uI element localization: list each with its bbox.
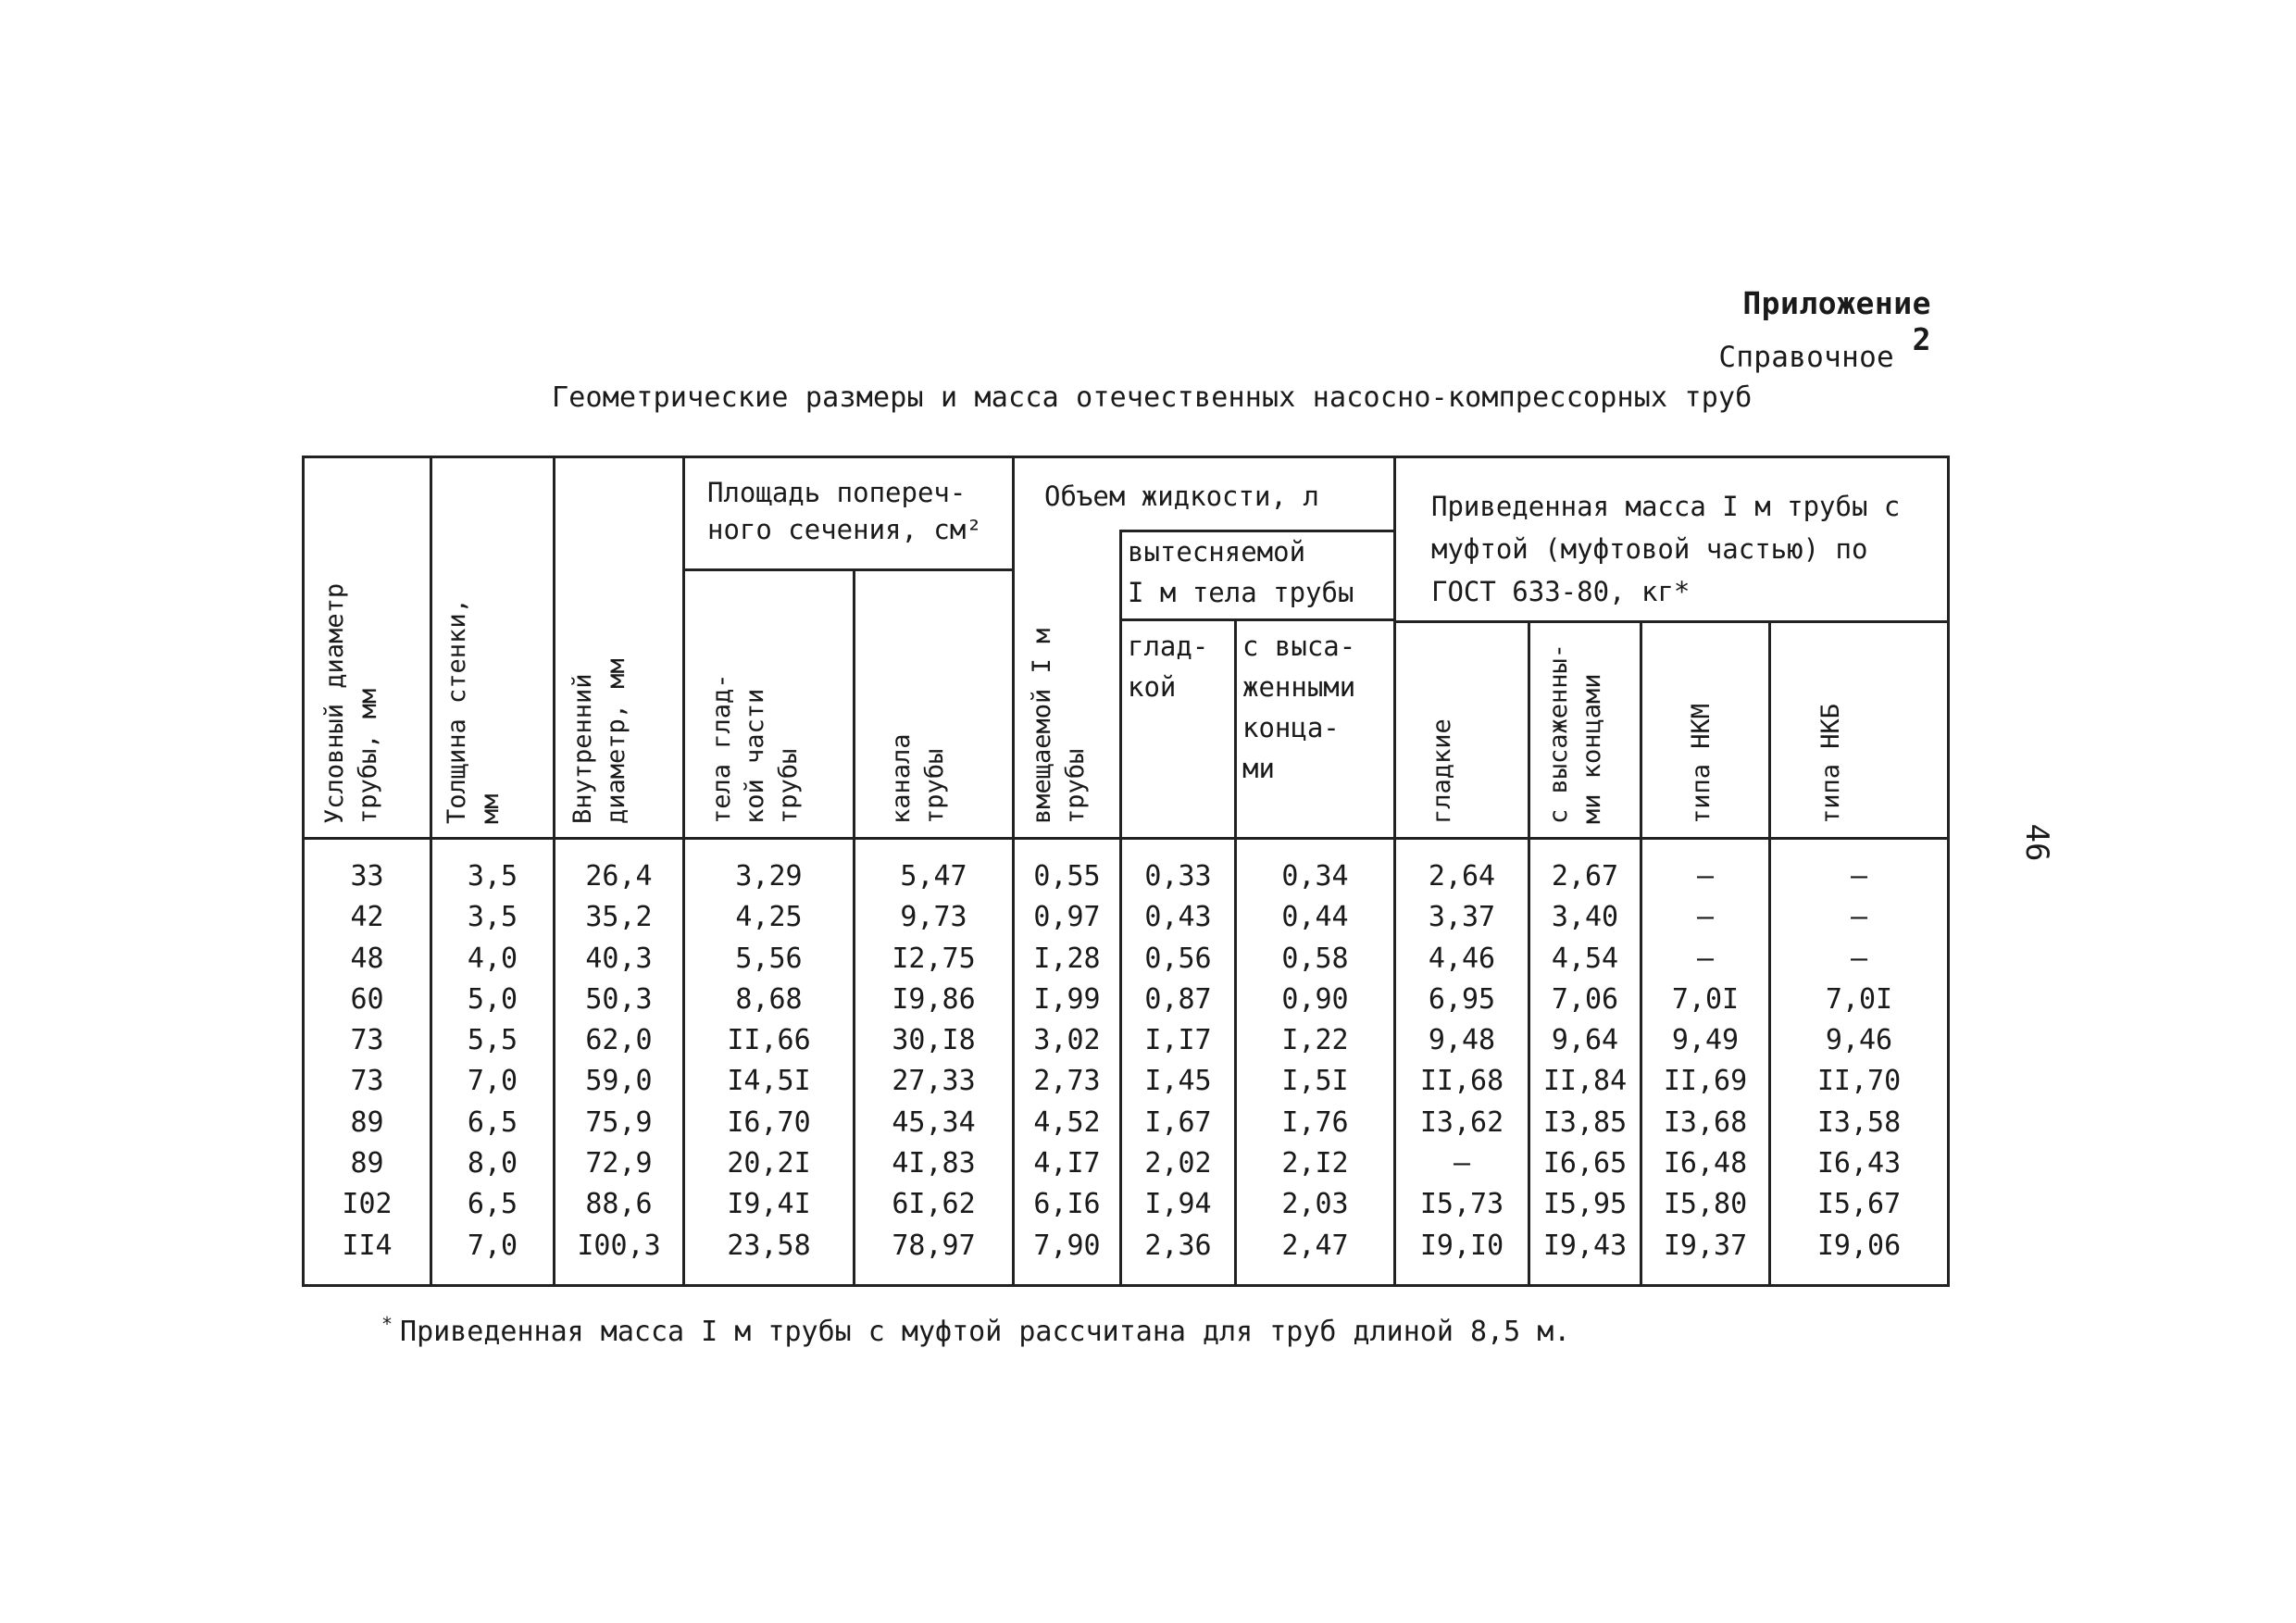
table-cell: I6,65	[1542, 1147, 1628, 1180]
table-cell: 7,0	[467, 1229, 518, 1262]
header-displaced-group: вытесняемой I м тела трубы	[1128, 536, 1354, 608]
table-cell: –	[1850, 901, 1868, 934]
col-inner-diameter	[555, 856, 682, 1267]
table-cell: I,94	[1144, 1188, 1212, 1221]
table-cell: I3,62	[1419, 1105, 1504, 1139]
table-cell: I,99	[1033, 982, 1101, 1016]
table-cell: I,22	[1281, 1024, 1349, 1057]
table-cell: 45,34	[892, 1105, 976, 1139]
header-rule	[682, 568, 1012, 571]
header-mass-upset: с высаженны- ми концами	[1544, 643, 1606, 824]
table-cell: 0,58	[1281, 942, 1349, 975]
header-cross-section-group: Площадь попереч- ного сечения, см²	[707, 477, 982, 545]
table-cell: I00,3	[577, 1229, 661, 1262]
table-cell: 2,03	[1281, 1188, 1349, 1221]
table-cell: –	[1696, 860, 1715, 893]
table-cell: I2,75	[892, 942, 976, 975]
table-cell: 4,52	[1033, 1105, 1101, 1139]
table-cell: 72,9	[585, 1147, 653, 1180]
table-cell: 50,3	[585, 982, 653, 1016]
table-cell: II,66	[727, 1024, 811, 1057]
table-cell: 2,02	[1144, 1147, 1212, 1180]
table-cell: 9,48	[1428, 1024, 1496, 1057]
col-displaced-smooth	[1122, 856, 1234, 1267]
table-cell: 89	[350, 1147, 384, 1180]
table-cell: I,76	[1281, 1105, 1349, 1139]
col-mass-nkm	[1642, 856, 1768, 1267]
table-cell: I6,70	[727, 1105, 811, 1139]
footnote: * Приведенная масса I м трубы с муфтой рассчитана для труб длиной 8,5 м.	[381, 1313, 1571, 1348]
table-cell: 0,90	[1281, 982, 1349, 1016]
header-nominal-diameter: Условный диаметр трубы, мм	[320, 582, 382, 824]
col-body-smooth	[685, 856, 853, 1267]
table-cell: 2,67	[1551, 860, 1619, 893]
table-cell: 0,43	[1144, 901, 1212, 934]
table-cell: 7,06	[1551, 982, 1619, 1016]
col-nominal-diameter	[305, 856, 430, 1267]
table-cell: I6,43	[1816, 1147, 1902, 1180]
header-rule	[302, 837, 1950, 840]
table-cell: I3,85	[1542, 1105, 1628, 1139]
table-cell: 30,I8	[892, 1024, 976, 1057]
table-cell: 0,34	[1281, 860, 1349, 893]
table-cell: 3,5	[467, 860, 518, 893]
table-cell: 4,54	[1551, 942, 1619, 975]
header-displaced-upset: с выса- женными конца- ми	[1242, 630, 1356, 784]
table-cell: 7,90	[1033, 1229, 1101, 1262]
annex-label: Приложение 2	[1742, 285, 1931, 357]
table-cell: 0,56	[1144, 942, 1212, 975]
table-cell: 59,0	[585, 1065, 653, 1098]
table-cell: 3,02	[1033, 1024, 1101, 1057]
table-cell: 4I,83	[892, 1147, 976, 1180]
table-cell: I4,5I	[727, 1065, 811, 1098]
table-cell: 4,0	[467, 942, 518, 975]
col-mass-nkb	[1771, 856, 1947, 1267]
table-cell: I,I7	[1144, 1024, 1212, 1057]
table-cell: 26,4	[585, 860, 653, 893]
table-cell: 2,I2	[1281, 1147, 1349, 1180]
table-cell: 6,5	[467, 1105, 518, 1139]
table-cell: 6,5	[467, 1188, 518, 1221]
header-mass-group: Приведенная масса I м трубы с муфтой (муфтовой частью) по ГОСТ 633-80, кг*	[1431, 491, 1901, 607]
table-cell: 9,73	[900, 901, 967, 934]
reference-label: Справочное	[1718, 341, 1894, 374]
table-cell: 5,56	[735, 942, 803, 975]
header-contained: вмещаемой I м трубы	[1028, 628, 1090, 824]
table-cell: 8,68	[735, 982, 803, 1016]
table-cell: 73	[350, 1065, 384, 1098]
table-cell: 3,37	[1428, 901, 1496, 934]
table-cell: 48	[350, 942, 384, 975]
table-cell: 2,47	[1281, 1229, 1349, 1262]
table-cell: I6,48	[1663, 1147, 1748, 1180]
header-rule	[1393, 620, 1950, 623]
header-volume-group: Объем жидкости, л	[1044, 481, 1319, 512]
table-cell: I9,37	[1663, 1229, 1748, 1262]
table-cell: I9,I0	[1419, 1229, 1504, 1262]
table-cell: –	[1696, 942, 1715, 975]
table-cell: II4	[342, 1229, 393, 1262]
table-cell: 8,0	[467, 1147, 518, 1180]
table-cell: 2,36	[1144, 1229, 1212, 1262]
table-cell: 78,97	[892, 1229, 976, 1262]
col-wall-thickness	[432, 856, 553, 1267]
table-cell: II,70	[1816, 1065, 1902, 1098]
table-cell: 3,40	[1551, 901, 1619, 934]
table-cell: 0,33	[1144, 860, 1212, 893]
table-cell: 9,46	[1825, 1024, 1893, 1057]
header-inner-diameter: Внутренний диаметр, мм	[568, 658, 630, 824]
table-cell: I9,06	[1816, 1229, 1902, 1262]
table-cell: 5,5	[467, 1024, 518, 1057]
table-title: Геометрические размеры и масса отечественных насосно-компрессорных труб	[552, 381, 1753, 414]
col-displaced-upset	[1237, 856, 1393, 1267]
header-mass-smooth: гладкие	[1428, 718, 1456, 824]
table-cell: –	[1850, 942, 1868, 975]
table-cell: 0,44	[1281, 901, 1349, 934]
table-cell: 2,64	[1428, 860, 1496, 893]
header-rule	[1119, 618, 1393, 621]
table-cell: 4,25	[735, 901, 803, 934]
table-cell: 3,5	[467, 901, 518, 934]
table-cell: I9,43	[1542, 1229, 1628, 1262]
table-cell: –	[1850, 860, 1868, 893]
table-cell: 7,0	[467, 1065, 518, 1098]
table-cell: 33	[350, 860, 384, 893]
table-cell: 62,0	[585, 1024, 653, 1057]
table-cell: 4,I7	[1033, 1147, 1101, 1180]
table-cell: 3,29	[735, 860, 803, 893]
header-body-smooth: тела глад- кой части трубы	[707, 673, 803, 824]
header-wall-thickness: Толщина стенки, мм	[443, 598, 505, 824]
table-cell: 20,2I	[727, 1147, 811, 1180]
table-cell: I,28	[1033, 942, 1101, 975]
table-cell: 6,95	[1428, 982, 1496, 1016]
header-channel: канала трубы	[887, 733, 949, 824]
table-cell: 35,2	[585, 901, 653, 934]
table-cell: –	[1453, 1147, 1471, 1180]
table-cell: 0,97	[1033, 901, 1101, 934]
table-cell: I,67	[1144, 1105, 1212, 1139]
table-cell: I3,58	[1816, 1105, 1902, 1139]
header-mass-nkm: типа НКМ	[1687, 703, 1716, 824]
table-cell: 60	[350, 982, 384, 1016]
table-cell: II,69	[1663, 1065, 1748, 1098]
table-cell: 0,55	[1033, 860, 1101, 893]
table-cell: 6,I6	[1033, 1188, 1101, 1221]
table-cell: 27,33	[892, 1065, 976, 1098]
header-displaced-smooth: глад- кой	[1128, 630, 1209, 703]
table-cell: 23,58	[727, 1229, 811, 1262]
table-cell: 7,0I	[1671, 982, 1740, 1016]
header-mass-nkb: типа НКБ	[1816, 703, 1845, 824]
table-cell: 5,0	[467, 982, 518, 1016]
table-cell: 7,0I	[1825, 982, 1893, 1016]
table-cell: 88,6	[585, 1188, 653, 1221]
table-cell: I,45	[1144, 1065, 1212, 1098]
table-cell: 6I,62	[892, 1188, 976, 1221]
table-cell: 4,46	[1428, 942, 1496, 975]
table-cell: 9,49	[1671, 1024, 1740, 1057]
page-number: 46	[2018, 823, 2055, 862]
col-channel	[855, 856, 1012, 1267]
table-cell: 75,9	[585, 1105, 653, 1139]
table-cell: II,84	[1542, 1065, 1628, 1098]
table-cell: 2,73	[1033, 1065, 1101, 1098]
table-cell: I3,68	[1663, 1105, 1748, 1139]
table-cell: I5,95	[1542, 1188, 1628, 1221]
col-contained	[1015, 856, 1119, 1267]
col-mass-smooth	[1396, 856, 1528, 1267]
table-cell: 0,87	[1144, 982, 1212, 1016]
table-cell: –	[1696, 901, 1715, 934]
table-cell: 42	[350, 901, 384, 934]
table-cell: II,68	[1419, 1065, 1504, 1098]
table-cell: I02	[342, 1188, 393, 1221]
col-mass-upset	[1530, 856, 1640, 1267]
table-cell: 73	[350, 1024, 384, 1057]
table-cell: 89	[350, 1105, 384, 1139]
table-cell: I9,86	[892, 982, 976, 1016]
table-cell: I5,80	[1663, 1188, 1748, 1221]
table-cell: 9,64	[1551, 1024, 1619, 1057]
table-cell: I5,73	[1419, 1188, 1504, 1221]
table-cell: 40,3	[585, 942, 653, 975]
table-cell: I5,67	[1816, 1188, 1902, 1221]
table-cell: 5,47	[900, 860, 967, 893]
table-cell: I9,4I	[727, 1188, 811, 1221]
table-cell: I,5I	[1281, 1065, 1349, 1098]
